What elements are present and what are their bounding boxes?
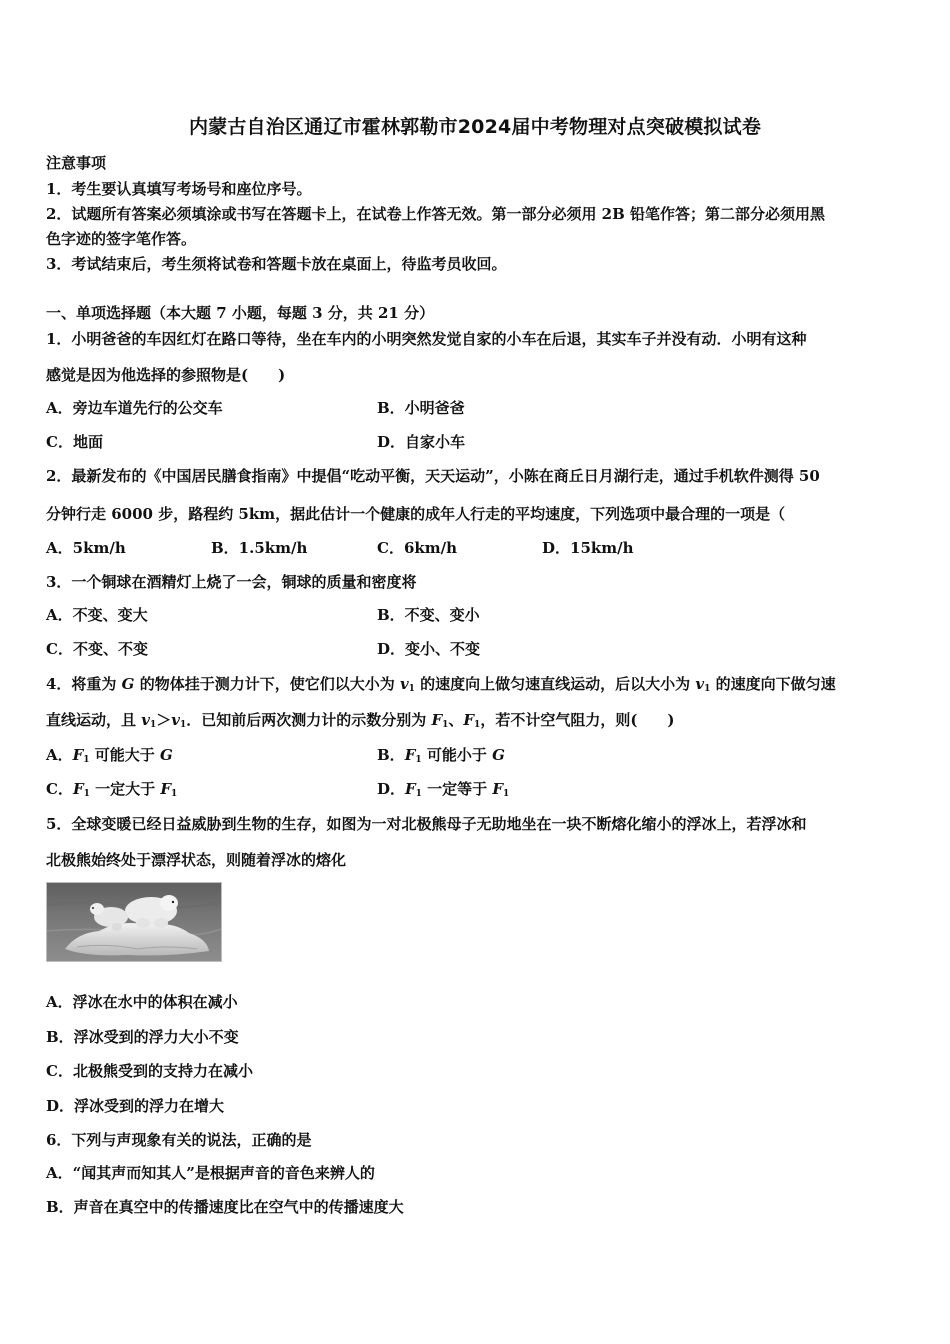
q5-option-b[interactable]: B．浮冰受到的浮力大小不变 (46, 1028, 239, 1046)
q3-option-c[interactable]: C．不变、不变 (46, 640, 148, 658)
q3-option-d[interactable]: D．变小、不变 (377, 640, 481, 658)
page-title: 内蒙古自治区通辽市霍林郭勒市2024届中考物理对点突破模拟试卷 (188, 116, 762, 138)
question-2-text: 分钟行走 6000 步，路程约 5km，据此估计一个健康的成年人行走的平均速度，下列选项中最合理的一项是（ (46, 505, 786, 523)
q4-option-d[interactable]: D．$F_1$ 一定等于 $F_1$ (377, 780, 510, 799)
q4-option-a[interactable]: A．$F_1$ 可能大于 G (46, 746, 173, 765)
q2-option-c[interactable]: C．6km/h (377, 539, 458, 557)
notice-item: 1．考生要认真填写考场号和座位序号。 (46, 180, 312, 198)
question-5-text: 5．全球变暖已经日益威胁到生物的生存，如图为一对北极熊母子无助地坐在一块不断熔化缩小的浮冰上，若浮冰和 (46, 815, 807, 833)
polar-bear-ice-image (46, 882, 222, 962)
q6-option-b[interactable]: B．声音在真空中的传播速度比在空气中的传播速度大 (46, 1198, 404, 1216)
question-4-text: 4．将重为 G 的物体挂于测力计下，使它们以大小为 $v_1$ 的速度向上做匀速直线运动，后以大小为 $v_1$ 的速度向下做匀速 (46, 675, 836, 694)
question-1-text: 感觉是因为他选择的参照物是( ) (46, 366, 286, 384)
q1-option-c[interactable]: C．地面 (46, 433, 103, 451)
q3-option-b[interactable]: B．不变、变小 (377, 606, 480, 624)
q2-option-b[interactable]: B．1.5km/h (211, 539, 308, 557)
q5-option-a[interactable]: A．浮冰在水中的体积在减小 (46, 993, 238, 1011)
notice-item: 2．试题所有答案必须填涂或书写在答题卡上，在试卷上作答无效。第一部分必须用 2B 铅笔作答；第二部分必须用黑 (46, 205, 826, 223)
question-5-text: 北极熊始终处于漂浮状态，则随着浮冰的熔化 (46, 851, 347, 869)
question-4-text: 直线运动，且 $v_1>v_1$．已知前后两次测力计的示数分别为 $F_1$、$F_1$，若不计空气阻力，则( ) (46, 711, 675, 730)
q4-option-b[interactable]: B．$F_1$ 可能小于 G (377, 746, 505, 765)
question-2-text: 2．最新发布的《中国居民膳食指南》中提倡“吃动平衡，天天运动”，小陈在商丘日月湖行走，通过手机软件测得 50 (46, 467, 820, 485)
q5-option-d[interactable]: D．浮冰受到的浮力在增大 (46, 1097, 225, 1115)
q1-option-d[interactable]: D．自家小车 (377, 433, 466, 451)
q5-option-c[interactable]: C．北极熊受到的支持力在减小 (46, 1062, 253, 1080)
q6-option-a[interactable]: A．“闻其声而知其人”是根据声音的音色来辨人的 (46, 1164, 375, 1182)
section-heading: 一、单项选择题（本大题 7 小题，每题 3 分，共 21 分） (46, 304, 435, 322)
q2-option-d[interactable]: D．15km/h (542, 539, 634, 557)
q1-option-b[interactable]: B．小明爸爸 (377, 399, 465, 417)
q1-option-a[interactable]: A．旁边车道先行的公交车 (46, 399, 223, 417)
q4-option-c[interactable]: C．$F_1$ 一定大于 $F_1$ (46, 780, 178, 799)
notice-item: 色字迹的签字笔作答。 (46, 230, 197, 248)
question-3-text: 3．一个铜球在酒精灯上烧了一会，铜球的质量和密度将 (46, 573, 417, 591)
notice-item: 3．考试结束后，考生须将试卷和答题卡放在桌面上，待监考员收回。 (46, 255, 507, 273)
notice-heading: 注意事项 (46, 154, 107, 172)
q3-option-a[interactable]: A．不变、变大 (46, 606, 148, 624)
question-6-text: 6．下列与声现象有关的说法，正确的是 (46, 1131, 312, 1149)
question-1-text: 1．小明爸爸的车因红灯在路口等待，坐在车内的小明突然发觉自家的小车在后退，其实车子并没有动．小明有这种 (46, 330, 807, 348)
q2-option-a[interactable]: A．5km/h (46, 539, 126, 557)
